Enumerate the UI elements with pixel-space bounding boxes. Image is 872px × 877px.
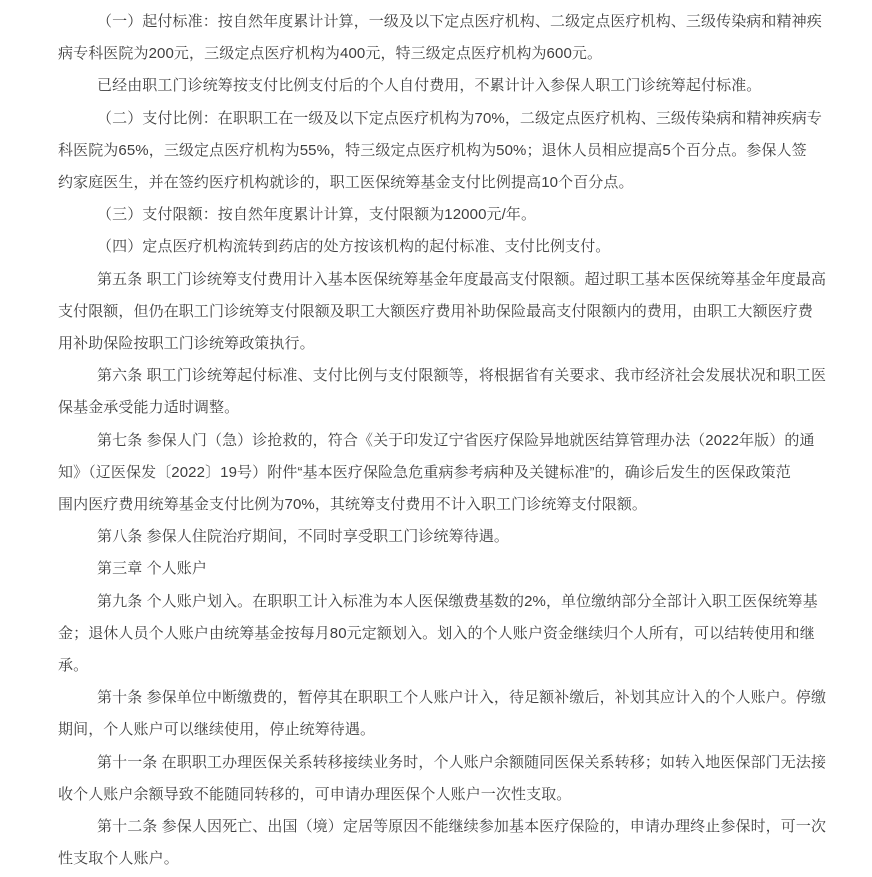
text-line: 第十条 参保单位中断缴费的，暂停其在职职工个人账户计入，待足额补缴后，补划其应计入的个人账户。停缴: [97, 689, 827, 707]
paragraph-article-8: [58, 521, 832, 553]
text-line: 第十一条 在职职工办理医保关系转移接续业务时，个人账户余额随同医保关系转移；如转入地医保部门无法接: [97, 753, 827, 771]
text-line: （二）支付比例：在职职工在一级及以下定点医疗机构为70%，二级定点医疗机构、三级传染病和精神疾病专: [97, 109, 822, 127]
text-line: 科医院为65%，三级定点医疗机构为55%，特三级定点医疗机构为50%；退休人员相应提高5个百分点。参保人签: [58, 141, 807, 159]
text-line: 第九条 个人账户划入。在职职工计入标准为本人医保缴费基数的2%，单位缴纳部分全部计入职工医保统筹基: [97, 592, 818, 610]
text-line: 第五条 职工门诊统筹支付费用计入基本医保统筹基金年度最高支付限额。超过职工基本医保统筹基金年度最高: [97, 270, 827, 288]
text-line: 病专科医院为200元，三级定点医疗机构为400元，特三级定点医疗机构为600元。: [58, 45, 603, 63]
text-line: 约家庭医生，并在签约医疗机构就诊的，职工医保统筹基金支付比例提高10个百分点。: [58, 174, 634, 192]
paragraph-deductible-standard: [58, 6, 832, 70]
text-line: 第六条 职工门诊统筹起付标准、支付比例与支付限额等，将根据省有关要求、我市经济社会发展状况和职工医: [97, 367, 827, 385]
text-line: 保基金承受能力适时调整。: [58, 399, 240, 417]
text-line: 知》（辽医保发〔2022〕19号）附件“基本医疗保险急危重病参考病种及关键标准”的，确诊后发生的医保政策范: [58, 463, 791, 481]
text-line: 用补助保险按职工门诊统筹政策执行。: [58, 335, 315, 353]
chapter-3-heading: [58, 553, 832, 585]
text-line: 第八条 参保人住院治疗期间，不同时享受职工门诊统筹待遇。: [97, 528, 509, 546]
paragraph-article-9: [58, 586, 832, 683]
text-line: （一）起付标准：按自然年度累计计算，一级及以下定点医疗机构、二级定点医疗机构、三级传染病和精神疾: [97, 13, 822, 30]
text-line: 期间，个人账户可以继续使用，停止统筹待遇。: [58, 721, 376, 739]
text-line: 第七条 参保人门（急）诊抢救的，符合《关于印发辽宁省医疗保险异地就医结算管理办法（2022年版）的通: [97, 431, 815, 449]
paragraph-self-paid-note: [58, 70, 832, 102]
text-line: 性支取个人账户。: [58, 850, 179, 868]
text-line: 已经由职工门诊统筹按支付比例支付后的个人自付费用，不累计计入参保人职工门诊统筹起付标准。: [97, 77, 762, 95]
paragraph-payment-limit: [58, 199, 832, 231]
paragraph-article-6: [58, 360, 832, 424]
paragraph-article-10: [58, 682, 832, 746]
text-line: 收个人账户余额导致不能随同转移的，可申请办理医保个人账户一次性支取。: [58, 785, 572, 803]
text-line: （三）支付限额：按自然年度累计计算，支付限额为12000元/年。: [97, 206, 537, 224]
text-line: 第三章 个人账户: [97, 560, 207, 578]
text-line: 第十二条 参保人因死亡、出国（境）定居等原因不能继续参加基本医疗保险的，申请办理终止参保时，可一次: [97, 818, 827, 836]
paragraph-article-12: [58, 811, 832, 875]
text-line: 支付限额，但仍在职工门诊统筹支付限额及职工大额医疗费用补助保险最高支付限额内的费用，由职工大额医疗费: [58, 302, 814, 320]
paragraph-article-11: [58, 747, 832, 811]
text-line: 承。: [58, 657, 89, 675]
paragraph-pharmacy-prescription: [58, 231, 832, 263]
paragraph-article-5: [58, 264, 832, 361]
text-line: 围内医疗费用统筹基金支付比例为70%，其统筹支付费用不计入职工门诊统筹支付限额。: [58, 496, 648, 514]
paragraph-payment-ratio: [58, 103, 832, 200]
paragraph-article-7: [58, 425, 832, 522]
text-line: 金；退休人员个人账户由统筹基金按每月80元定额划入。划入的个人账户资金继续归个人所有，可以结转使用和继: [58, 624, 815, 642]
text-line: （四）定点医疗机构流转到药店的处方按该机构的起付标准、支付比例支付。: [97, 238, 611, 256]
